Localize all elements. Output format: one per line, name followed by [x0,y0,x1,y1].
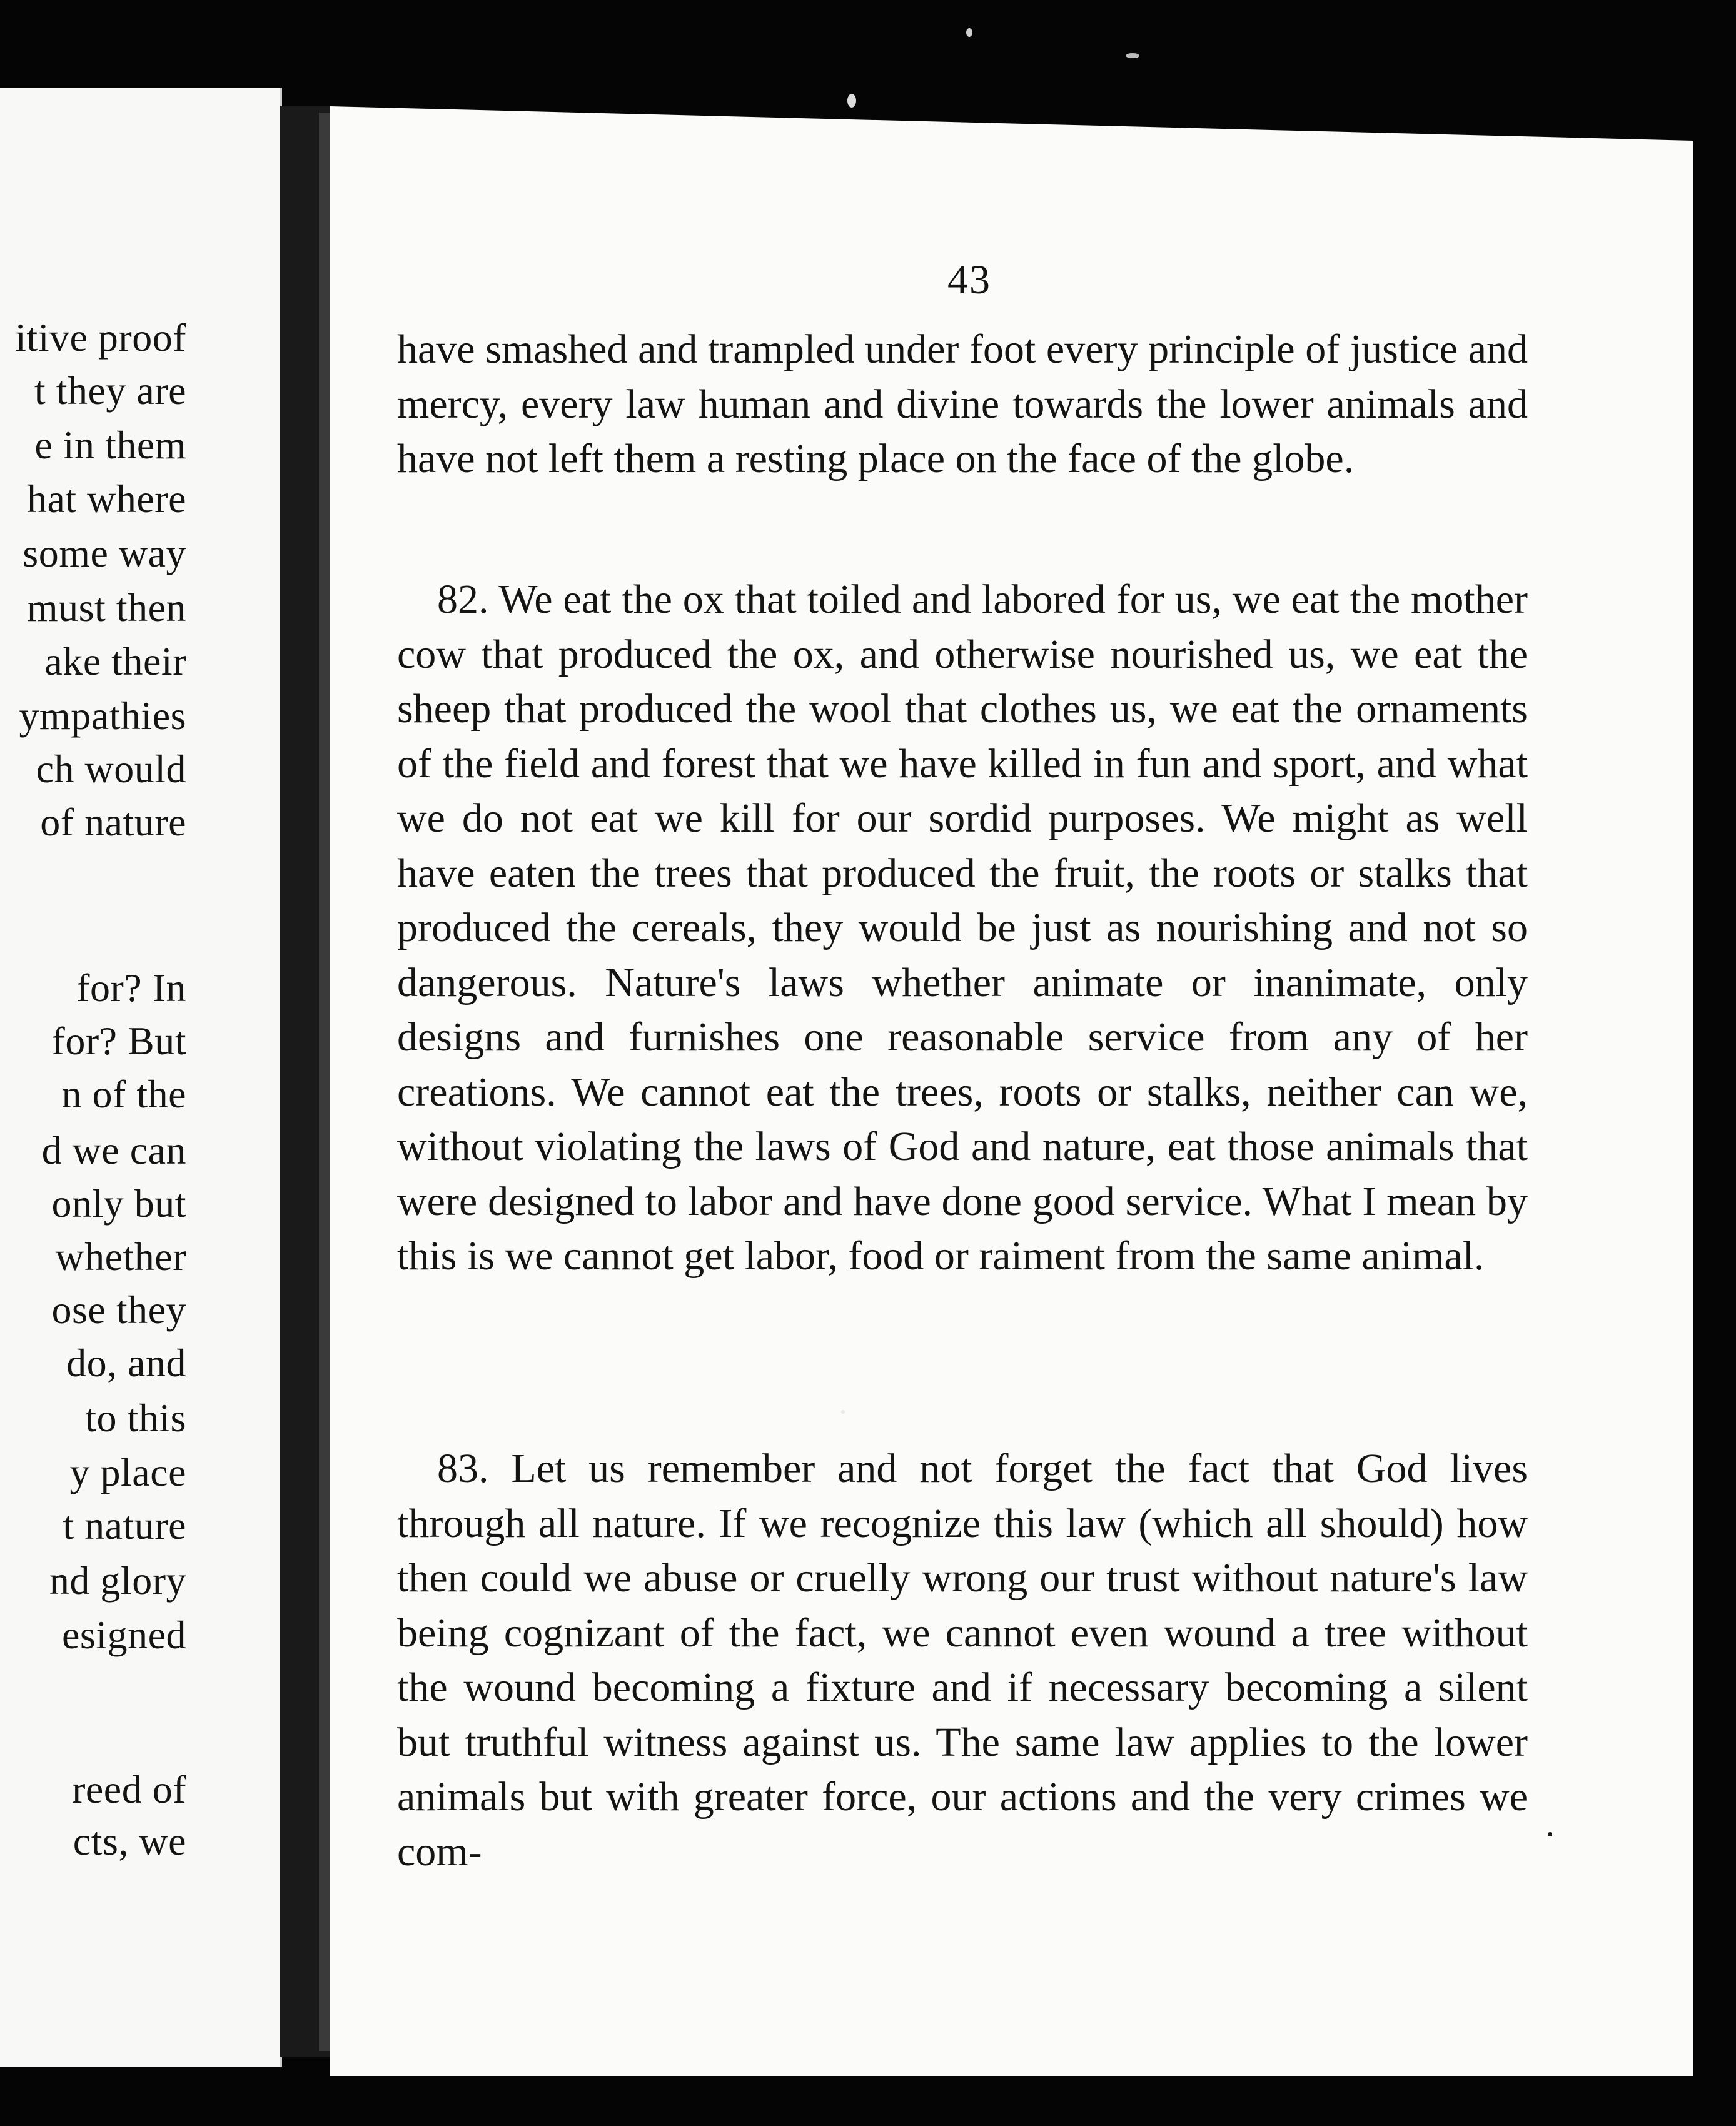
previous-page-line: some way [23,531,186,575]
scan-speck [1126,53,1139,58]
paragraph-82 [397,572,1528,1284]
previous-page-line: ake their [44,639,186,683]
previous-page-line: itive proof [15,315,186,360]
paragraph-text: have smashed and trampled under foot every principle of justice and mercy, every law human and divine towards the lower animals and have not left them a resting place on the face of the globe. [397,326,1528,481]
previous-page-line: n of the [61,1072,186,1116]
previous-page-line: hat where [26,476,186,521]
page-edge [319,113,330,2051]
scan-speck [847,94,856,108]
previous-page-line: of nature [40,800,186,844]
previous-page-line: y place [69,1450,186,1494]
previous-page-line: ch would [36,747,186,791]
paragraph-continuation [397,322,1528,486]
previous-page-line: to this [85,1396,186,1440]
previous-page-line: d we can [41,1128,186,1172]
paper-speck [841,1410,845,1414]
previous-page-line: esigned [62,1613,186,1657]
paragraph-number: 82. [437,577,489,622]
previous-page-line: do, and [66,1341,186,1385]
previous-page-line: reed of [72,1767,186,1811]
paragraph-83 [397,1441,1528,1879]
previous-page-line: whether [55,1234,186,1279]
previous-page-line: only but [51,1181,186,1226]
previous-page-line: cts, we [73,1819,186,1863]
previous-page-line: ympathies [19,693,186,738]
previous-page-line: e in them [34,423,186,467]
previous-page-line: for? In [76,965,186,1010]
previous-page-line: t they are [34,368,186,413]
paper-speck [1548,1832,1552,1836]
paragraph-number: 83. [437,1446,489,1491]
previous-page-line: t nature [63,1503,186,1548]
previous-page-line: must then [26,585,186,630]
paragraph-text: We eat the ox that toiled and labored for us, we eat the mother cow that produced the ox, and otherwise nourished us, we eat the sheep that produced the wool that clothes us, we eat the ornaments of the field and forest that we have killed in fun and sport, and what we do not eat we kill for our sordid purposes. We might as well have eaten the trees that produced the fruit, the roots or stalks that produced the cereals, they would be just as nourishing and not so dangerous. Nature's laws whether animate or inanimate, only designs and furnishes one reasonable service from any of her creations. We cannot eat the trees, roots or stalks, neither can we, without violating the laws of God and nature, eat those animals that were designed to labor and have done good service. What I mean by this is we cannot get labor, food or raiment from the same animal. [397,577,1528,1279]
previous-page-line: ose they [51,1287,186,1332]
previous-page-text [0,88,280,2067]
page-number: 43 [947,257,991,303]
scan-speck [966,28,972,37]
paragraph-text: Let us remember and not forget the fact that God lives through all nature. If we recognize this law (which all should) how then could we abuse or cruelly wrong our trust without nature's law being cognizant of the fact, we cannot even wound a tree without the wound becoming a fixture and if necessary becoming a silent but truthful witness against us. The same law applies to the lower animals but with greater force, our actions and the very crimes we com- [397,1446,1528,1875]
previous-page-line: nd glory [49,1558,186,1603]
previous-page [0,88,282,2067]
previous-page-line: for? But [51,1019,186,1063]
